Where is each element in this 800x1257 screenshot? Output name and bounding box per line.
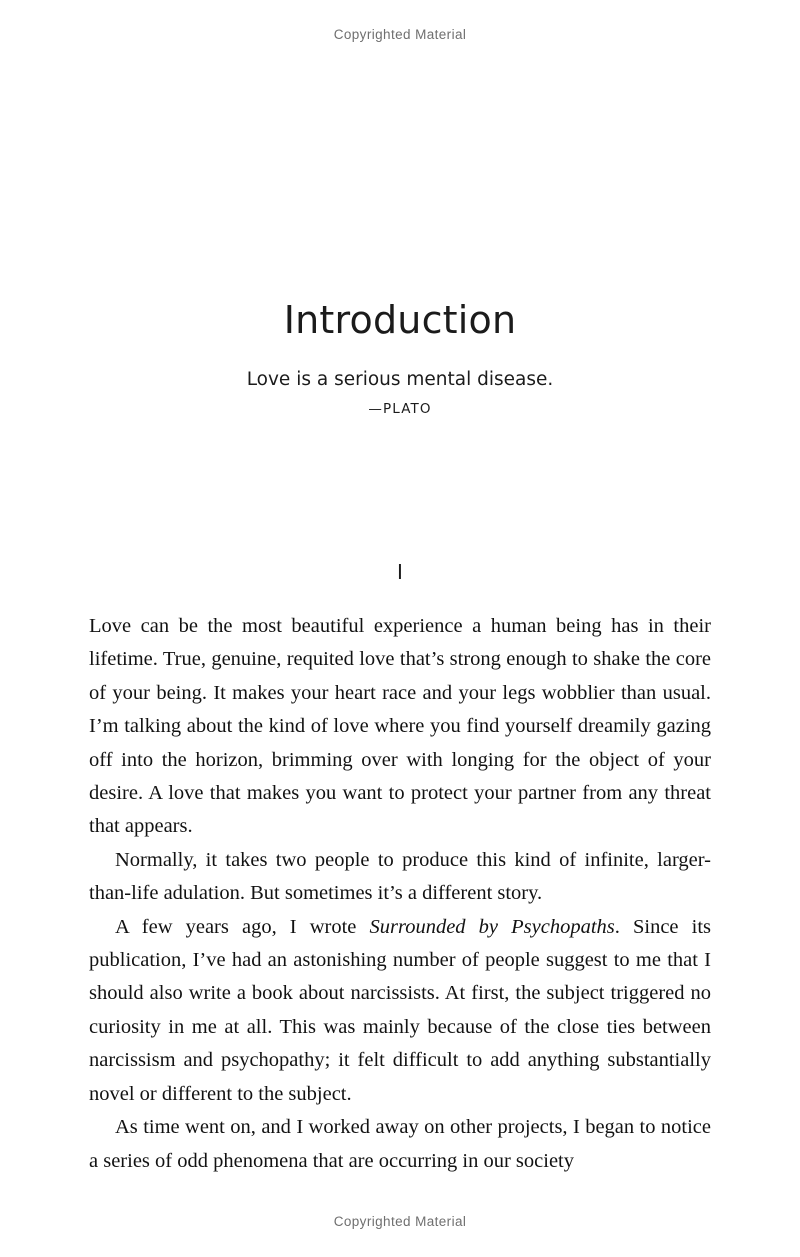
copyright-watermark-top: Copyrighted Material (333, 27, 467, 42)
section-number: I (397, 560, 403, 584)
page-title: Introduction (283, 298, 517, 342)
paragraph-3 (89, 911, 711, 1111)
copyright-watermark-bottom: Copyrighted Material (333, 1214, 467, 1229)
epigraph-quote: Love is a serious mental disease. (246, 369, 554, 390)
paragraph-3-text-a: A few years ago, I wrote (115, 915, 370, 938)
epigraph (89, 368, 711, 417)
paragraph-2: Normally, it takes two people to produce this kind of infinite, larger-than-life adulation. But sometimes it’s a different story. (89, 848, 711, 905)
epigraph-attribution: —PLATO (368, 401, 432, 418)
body-text (89, 610, 711, 1178)
book-title-italic: Surrounded by Psychopaths (369, 915, 615, 938)
paragraph-4: As time went on, and I worked away on other projects, I began to notice a series of odd phenomena that are occurring in our society (89, 1116, 711, 1172)
paragraph-3-text-b: . Since its publication, I’ve had an astonishing number of people suggest to me that I should also write a book about narcissists. At first, the subject triggered no curiosity in me at all. This was mainly because of the close ties between narcissism and psychopathy; it felt difficult to add anything substantially novel or different to the subject. (89, 915, 711, 1105)
paragraph-1: Love can be the most beautiful experience a human being has in their lifetime. True, genuine, requited love that’s strong enough to shake the core of your being. It makes your heart race and your legs wobblier than usual. I’m talking about the kind of love where you find yourself dreamily gazing off into the horizon, brimming over with longing for the object of your desire. A love that makes you want to protect your partner from any threat that appears. (89, 615, 711, 838)
